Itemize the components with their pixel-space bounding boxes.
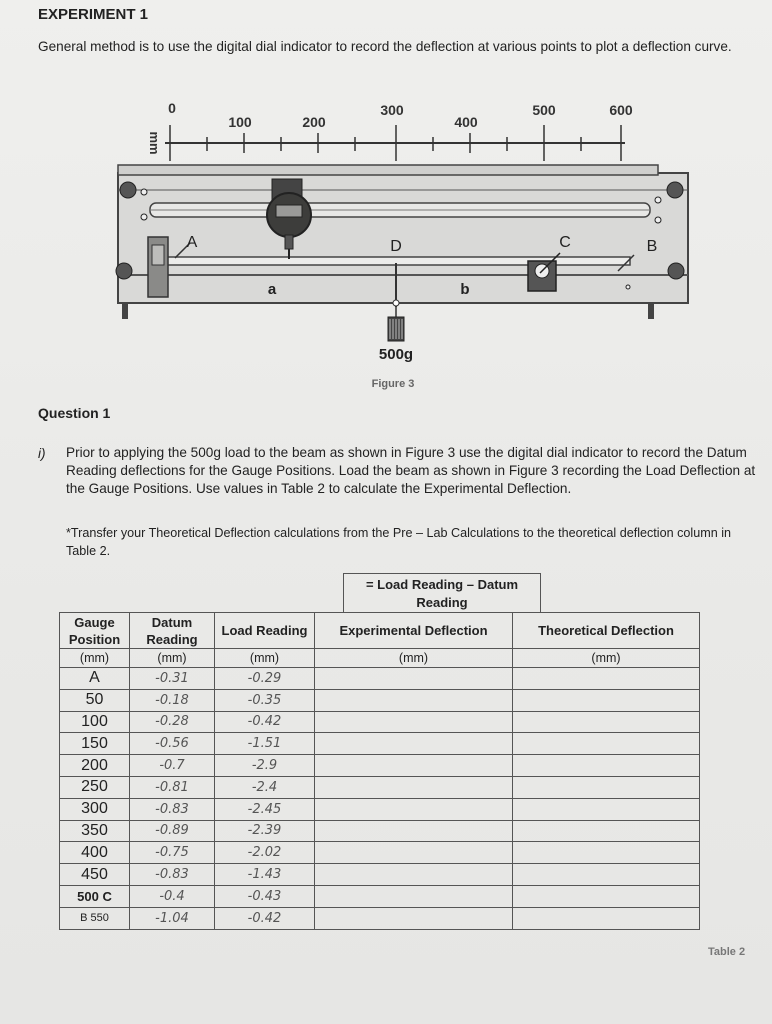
gauge-position-cell: B 550 — [60, 907, 130, 929]
datum-reading-cell: -1.04 — [130, 907, 215, 929]
theoretical-deflection-cell — [513, 755, 700, 777]
table-row — [60, 689, 700, 711]
scale-label-400: 400 — [454, 114, 478, 130]
scale-label-600: 600 — [609, 102, 633, 118]
experimental-deflection-cell — [315, 776, 513, 798]
segment-label-a: a — [267, 281, 277, 298]
figure-caption: Figure 3 — [371, 378, 415, 390]
page-title: EXPERIMENT 1 — [38, 6, 149, 23]
datum-reading-cell: -0.75 — [130, 842, 215, 864]
theoretical-deflection-cell — [513, 864, 700, 886]
unit-load: (mm) — [215, 649, 315, 668]
gauge-position-cell: 250 — [60, 776, 130, 798]
gauge-position-cell: A — [60, 668, 130, 690]
table-row — [60, 711, 700, 733]
load-label: 500g — [378, 346, 414, 363]
load-reading-cell: -0.42 — [215, 907, 315, 929]
gauge-position-cell: 350 — [60, 820, 130, 842]
theoretical-deflection-cell — [513, 885, 700, 907]
point-label-a: A — [186, 234, 198, 251]
load-reading-cell: -2.02 — [215, 842, 315, 864]
table-row — [60, 864, 700, 886]
table-row — [60, 907, 700, 929]
theoretical-deflection-cell — [513, 776, 700, 798]
load-reading-cell: -2.4 — [215, 776, 315, 798]
datum-reading-cell: -0.89 — [130, 820, 215, 842]
datum-reading-cell: -0.7 — [130, 755, 215, 777]
theoretical-deflection-cell — [513, 820, 700, 842]
scale-label-100: 100 — [228, 114, 252, 130]
load-reading-cell: -0.35 — [215, 689, 315, 711]
unit-theoretical: (mm) — [513, 649, 700, 668]
theoretical-deflection-cell — [513, 842, 700, 864]
table-row — [60, 798, 700, 820]
theoretical-deflection-cell — [513, 907, 700, 929]
point-label-c: C — [559, 234, 571, 251]
experimental-deflection-cell — [315, 755, 513, 777]
table-row — [60, 820, 700, 842]
gauge-position-cell: 150 — [60, 733, 130, 755]
load-reading-cell: -0.43 — [215, 885, 315, 907]
load-reading-cell: -0.42 — [215, 711, 315, 733]
experimental-deflection-cell — [315, 733, 513, 755]
datum-reading-cell: -0.83 — [130, 798, 215, 820]
experimental-deflection-cell — [315, 689, 513, 711]
unit-datum: (mm) — [130, 649, 215, 668]
gauge-position-cell: 300 — [60, 798, 130, 820]
point-label-b: B — [646, 238, 658, 255]
beam-apparatus-figure — [0, 95, 772, 400]
unit-gauge: (mm) — [60, 649, 130, 668]
question-number: i) — [38, 446, 46, 461]
scale-unit-label: mm — [147, 131, 162, 155]
point-label-d: D — [390, 238, 402, 255]
theoretical-deflection-cell — [513, 689, 700, 711]
experimental-deflection-cell — [315, 798, 513, 820]
table-row — [60, 668, 700, 690]
header-gauge-position: Gauge Position — [60, 613, 130, 649]
load-reading-cell: -2.45 — [215, 798, 315, 820]
experimental-deflection-cell — [315, 885, 513, 907]
experimental-deflection-cell — [315, 907, 513, 929]
experimental-deflection-cell — [315, 864, 513, 886]
unit-experimental: (mm) — [315, 649, 513, 668]
load-reading-cell: -1.43 — [215, 864, 315, 886]
datum-reading-cell: -0.56 — [130, 733, 215, 755]
header-datum-reading: Datum Reading — [130, 613, 215, 649]
datum-reading-cell: -0.31 — [130, 668, 215, 690]
combo-header: = Load Reading – Datum Reading — [343, 573, 541, 613]
question-body: Prior to applying the 500g load to the beam as shown in Figure 3 use the digital dial indicator to record the Datum Reading deflections for the Gauge Positions. Load the beam as shown in Figure 3 recording the Load Deflection at the Gauge Positions. Use values in Table 2 to calculate the Experimental Deflection. — [66, 445, 756, 496]
experimental-deflection-cell — [315, 842, 513, 864]
header-experimental-deflection: Experimental Deflection — [315, 613, 513, 649]
scale-label-500: 500 — [532, 102, 556, 118]
datum-reading-cell: -0.18 — [130, 689, 215, 711]
theoretical-deflection-cell — [513, 668, 700, 690]
header-load-reading: Load Reading — [215, 613, 315, 649]
load-reading-cell: -0.29 — [215, 668, 315, 690]
scale-label-300: 300 — [380, 102, 404, 118]
datum-reading-cell: -0.4 — [130, 885, 215, 907]
theoretical-deflection-cell — [513, 798, 700, 820]
table-row — [60, 733, 700, 755]
theoretical-deflection-cell — [513, 733, 700, 755]
table-row — [60, 842, 700, 864]
intro-text: General method is to use the digital dial indicator to record the deflection at various points to plot a deflection curve. — [38, 39, 732, 54]
experimental-deflection-cell — [315, 711, 513, 733]
gauge-position-cell: 50 — [60, 689, 130, 711]
header-theoretical-deflection: Theoretical Deflection — [513, 613, 700, 649]
load-reading-cell: -2.39 — [215, 820, 315, 842]
table-caption: Table 2 — [708, 946, 746, 958]
gauge-position-cell: 450 — [60, 864, 130, 886]
segment-label-b: b — [460, 281, 470, 298]
table-row — [60, 885, 700, 907]
gauge-position-cell: 100 — [60, 711, 130, 733]
question-note: *Transfer your Theoretical Deflection calculations from the Pre – Lab Calculations to the theoretical deflection column in Table 2. — [66, 526, 732, 558]
scale-label-200: 200 — [302, 114, 326, 130]
scale-label-0: 0 — [168, 100, 176, 116]
table-row — [60, 755, 700, 777]
load-reading-cell: -2.9 — [215, 755, 315, 777]
deflection-table — [59, 612, 700, 930]
question-heading: Question 1 — [38, 405, 111, 421]
gauge-position-cell: 500 C — [60, 885, 130, 907]
theoretical-deflection-cell — [513, 711, 700, 733]
table-row — [60, 776, 700, 798]
datum-reading-cell: -0.83 — [130, 864, 215, 886]
datum-reading-cell: -0.81 — [130, 776, 215, 798]
datum-reading-cell: -0.28 — [130, 711, 215, 733]
load-reading-cell: -1.51 — [215, 733, 315, 755]
experimental-deflection-cell — [315, 820, 513, 842]
experimental-deflection-cell — [315, 668, 513, 690]
gauge-position-cell: 400 — [60, 842, 130, 864]
gauge-position-cell: 200 — [60, 755, 130, 777]
